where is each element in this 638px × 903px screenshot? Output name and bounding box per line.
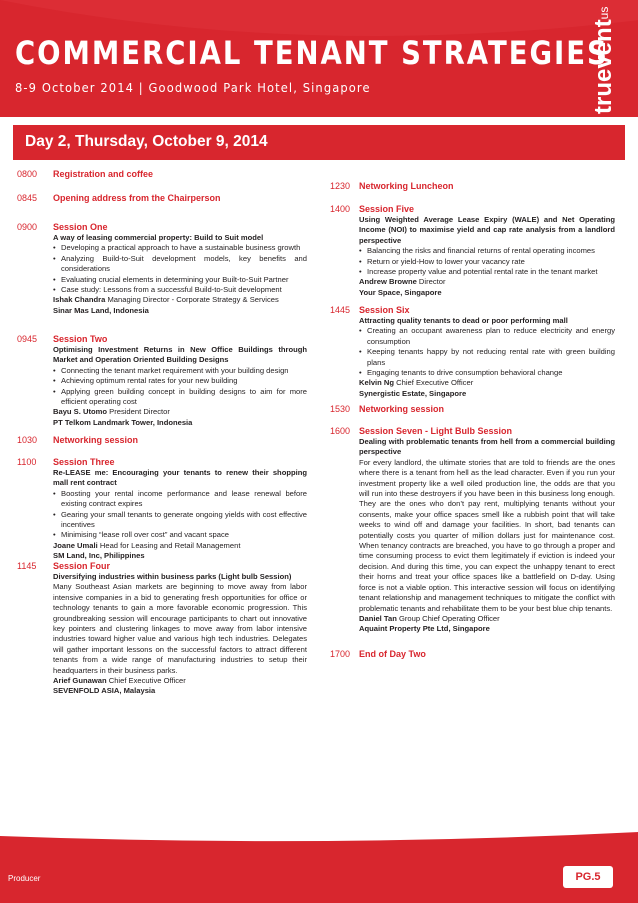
entry-title: Session Three bbox=[53, 457, 115, 467]
entry-time: 1030 bbox=[17, 435, 38, 445]
session-subtitle: Attracting quality tenants to dead or poor performing mall bbox=[359, 316, 568, 325]
speaker-role: Director bbox=[416, 277, 446, 287]
page-number: PG.5 bbox=[563, 866, 613, 888]
entry-title: Session Seven - Light Bulb Session bbox=[359, 426, 513, 436]
entry-time: 1230 bbox=[330, 181, 351, 191]
footer-banner bbox=[0, 826, 638, 903]
session-description: For every landlord, the ultimate stories that are told to friends are the ones where there is a tenant from hell as the lead character. Even if you run your investment property like a well oiled production line, the odds are that you will run into these destroyers if you have been in this business long enough. They are the ones who don’t pay rent, multiplying tenants without your consents, make your office spaces smell like a rubbish point that will take weeks to wind off and damage your facilities. In short, bad tenants can potentially costs you quarter of million dollars just for maintenance cost. When tenancy contracts are breached, you have to go through a proper and time consuming process to evict them legitimately if eviction is indeed your decision. And during this time, you can expect the unhappy tenant to erect their horns and treat your office spaces like a battlefield on D-day. Using force is not a viable option. This interactive session will focus on identifying tenant relationship and management techniques to mitigate the conflict with problematic tenants and rehabilitate them to be your best blue chip tenants. bbox=[359, 457, 615, 613]
entry-body bbox=[53, 345, 307, 428]
entry-time: 0900 bbox=[17, 222, 38, 232]
bullet-item: • Creating an occupant awareness plan to reduce electricity and energy consumption bbox=[359, 326, 615, 347]
entry-time: 1600 bbox=[330, 426, 351, 436]
session-subtitle: Re-LEASE me: Encouraging your tenants to renew their shopping mall rent contract bbox=[53, 468, 307, 488]
bullet-item: • Case study: Lessons from a successful Build-to-Suit development bbox=[53, 285, 307, 295]
bullet-item: • Connecting the tenant market requirement with your building design bbox=[53, 366, 307, 376]
bullet-item: • Return or yield-How to lower your vacancy rate bbox=[359, 257, 615, 267]
bullet-item: • Achieving optimum rental rates for your new building bbox=[53, 376, 307, 386]
speaker-company: SM Land, Inc, Philippines bbox=[53, 551, 145, 561]
bullet-item: • Developing a practical approach to have a sustainable business growth bbox=[53, 243, 307, 253]
entry-body bbox=[359, 215, 615, 298]
entry-title: Networking session bbox=[53, 435, 139, 445]
entry-body bbox=[359, 437, 615, 635]
speaker-company: Your Space, Singapore bbox=[359, 287, 442, 297]
speaker-name: Joane Umali bbox=[53, 540, 98, 550]
bullet-item: • Balancing the risks and financial returns of rental operating incomes bbox=[359, 246, 615, 256]
entry-title: Networking Luncheon bbox=[359, 181, 454, 191]
logo-suffix: us bbox=[597, 6, 611, 20]
entry-time: 1100 bbox=[17, 457, 37, 467]
speaker-name: Bayu S. Utomo bbox=[53, 407, 108, 417]
speaker-role: Managing Director - Corporate Strategy & Services bbox=[105, 295, 279, 305]
bullet-item: • Analyzing Build-to-Suit development models, key benefits and considerations bbox=[53, 254, 307, 275]
speaker-company: PT Telkom Landmark Tower, Indonesia bbox=[53, 417, 193, 427]
logo-text: truevent bbox=[590, 19, 617, 114]
speaker-company: Sinar Mas Land, Indonesia bbox=[53, 305, 149, 315]
entry-time: 0800 bbox=[17, 169, 38, 179]
speaker-company: Synergistic Estate, Singapore bbox=[359, 388, 467, 398]
bullet-item: • Evaluating crucial elements in determining your Built-to-Suit Partner bbox=[53, 275, 307, 285]
speaker-name: Kelvin Ng bbox=[359, 378, 395, 388]
entry-time: 1145 bbox=[17, 561, 37, 571]
day-label: Day 2, Thursday, October 9, 2014 bbox=[25, 133, 268, 150]
entry-body bbox=[53, 572, 307, 697]
bullet-item: • Minimising “lease roll over cost” and vacant space bbox=[53, 530, 307, 540]
session-subtitle: Diversifying industries within business parks (Light bulb Session) bbox=[53, 572, 292, 581]
entry-title: Registration and coffee bbox=[53, 169, 154, 179]
session-subtitle: Optimising Investment Returns in New Office Buildings through Market and Operation Oriented Building Designs bbox=[53, 345, 307, 365]
speaker-company: Aquaint Property Pte Ltd, Singapore bbox=[359, 624, 490, 634]
entry-time: 1530 bbox=[330, 404, 351, 414]
producer-label: Producer bbox=[8, 874, 41, 883]
entry-body bbox=[359, 316, 615, 399]
entry-time: 1700 bbox=[330, 649, 351, 659]
entry-title: Session Five bbox=[359, 204, 415, 214]
speaker-name: Daniel Tan bbox=[359, 613, 397, 623]
bullet-item: • Increase property value and potential rental rate in the tenant market bbox=[359, 267, 615, 277]
entry-title: Opening address from the Chairperson bbox=[53, 193, 221, 203]
speaker-name: Arief Gunawan bbox=[53, 676, 107, 686]
bullet-item: • Boosting your rental income performance and lease renewal before existing contract expires bbox=[53, 489, 307, 510]
speaker-role: Chief Executive Officer bbox=[394, 378, 474, 388]
entry-body bbox=[53, 468, 307, 562]
event-title: COMMERCIAL TENANT STRATEGIES bbox=[15, 34, 609, 72]
bullet-item: • Applying green building concept in building designs to aim for more efficient operating cost bbox=[53, 387, 307, 408]
session-subtitle: Dealing with problematic tenants from hell from a commercial building perspective bbox=[359, 437, 615, 457]
speaker-name: Ishak Chandra bbox=[53, 295, 106, 305]
entry-title: Session One bbox=[53, 222, 108, 232]
entry-title: Session Six bbox=[359, 305, 410, 315]
entry-title: Session Two bbox=[53, 334, 108, 344]
speaker-name: Andrew Browne bbox=[359, 277, 417, 287]
event-date-venue: 8-9 October 2014 | Goodwood Park Hotel, Singapore bbox=[15, 80, 371, 95]
bullet-item: • Engaging tenants to drive consumption behavioral change bbox=[359, 368, 615, 378]
speaker-role: Group Chief Operating Officer bbox=[396, 613, 500, 623]
entry-title: Session Four bbox=[53, 561, 111, 571]
footer-curve-decoration bbox=[0, 826, 638, 903]
entry-time: 1400 bbox=[330, 204, 351, 214]
entry-time: 1445 bbox=[330, 305, 351, 315]
entry-time: 0845 bbox=[17, 193, 38, 203]
entry-title: Networking session bbox=[359, 404, 445, 414]
speaker-role: President Director bbox=[107, 407, 170, 417]
session-description: Many Southeast Asian markets are beginning to move away from labor intensive companies in a bid to generating fresh opportunities for office or technology tenants to gain a more favorable economic progression. This groundbreaking session will encourage participants to chart out innovative key pointers and clustering linkages to move away from labor intensive industries toward higher value and various high tech industries. Delegates will gather important lessons on the successful factors to attract different tenants from a wide range of manufacturing industries to setup their headquarters in their business parks. bbox=[53, 582, 307, 675]
header-banner bbox=[0, 0, 638, 117]
day-banner bbox=[13, 125, 625, 160]
session-subtitle: Using Weighted Average Lease Expiry (WALE) and Net Operating Income (NOI) to maximise yield and cap rate analysis from a landlord perspective bbox=[359, 215, 615, 245]
bullet-item: • Keeping tenants happy by not reducing rental rate with green building plans bbox=[359, 347, 615, 368]
session-subtitle: A way of leasing commercial property: Build to Suit model bbox=[53, 233, 264, 242]
speaker-role: Chief Executive Officer bbox=[106, 676, 186, 686]
speaker-company: SEVENFOLD ASIA, Malaysia bbox=[53, 686, 156, 696]
entry-body bbox=[53, 233, 307, 316]
speaker-role: Head for Leasing and Retail Management bbox=[97, 540, 241, 550]
truevent-logo bbox=[589, 6, 619, 114]
entry-title: End of Day Two bbox=[359, 649, 426, 659]
bullet-item: • Gearing your small tenants to generate ongoing yields with cost effective incentives bbox=[53, 510, 307, 531]
entry-time: 0945 bbox=[17, 334, 38, 344]
